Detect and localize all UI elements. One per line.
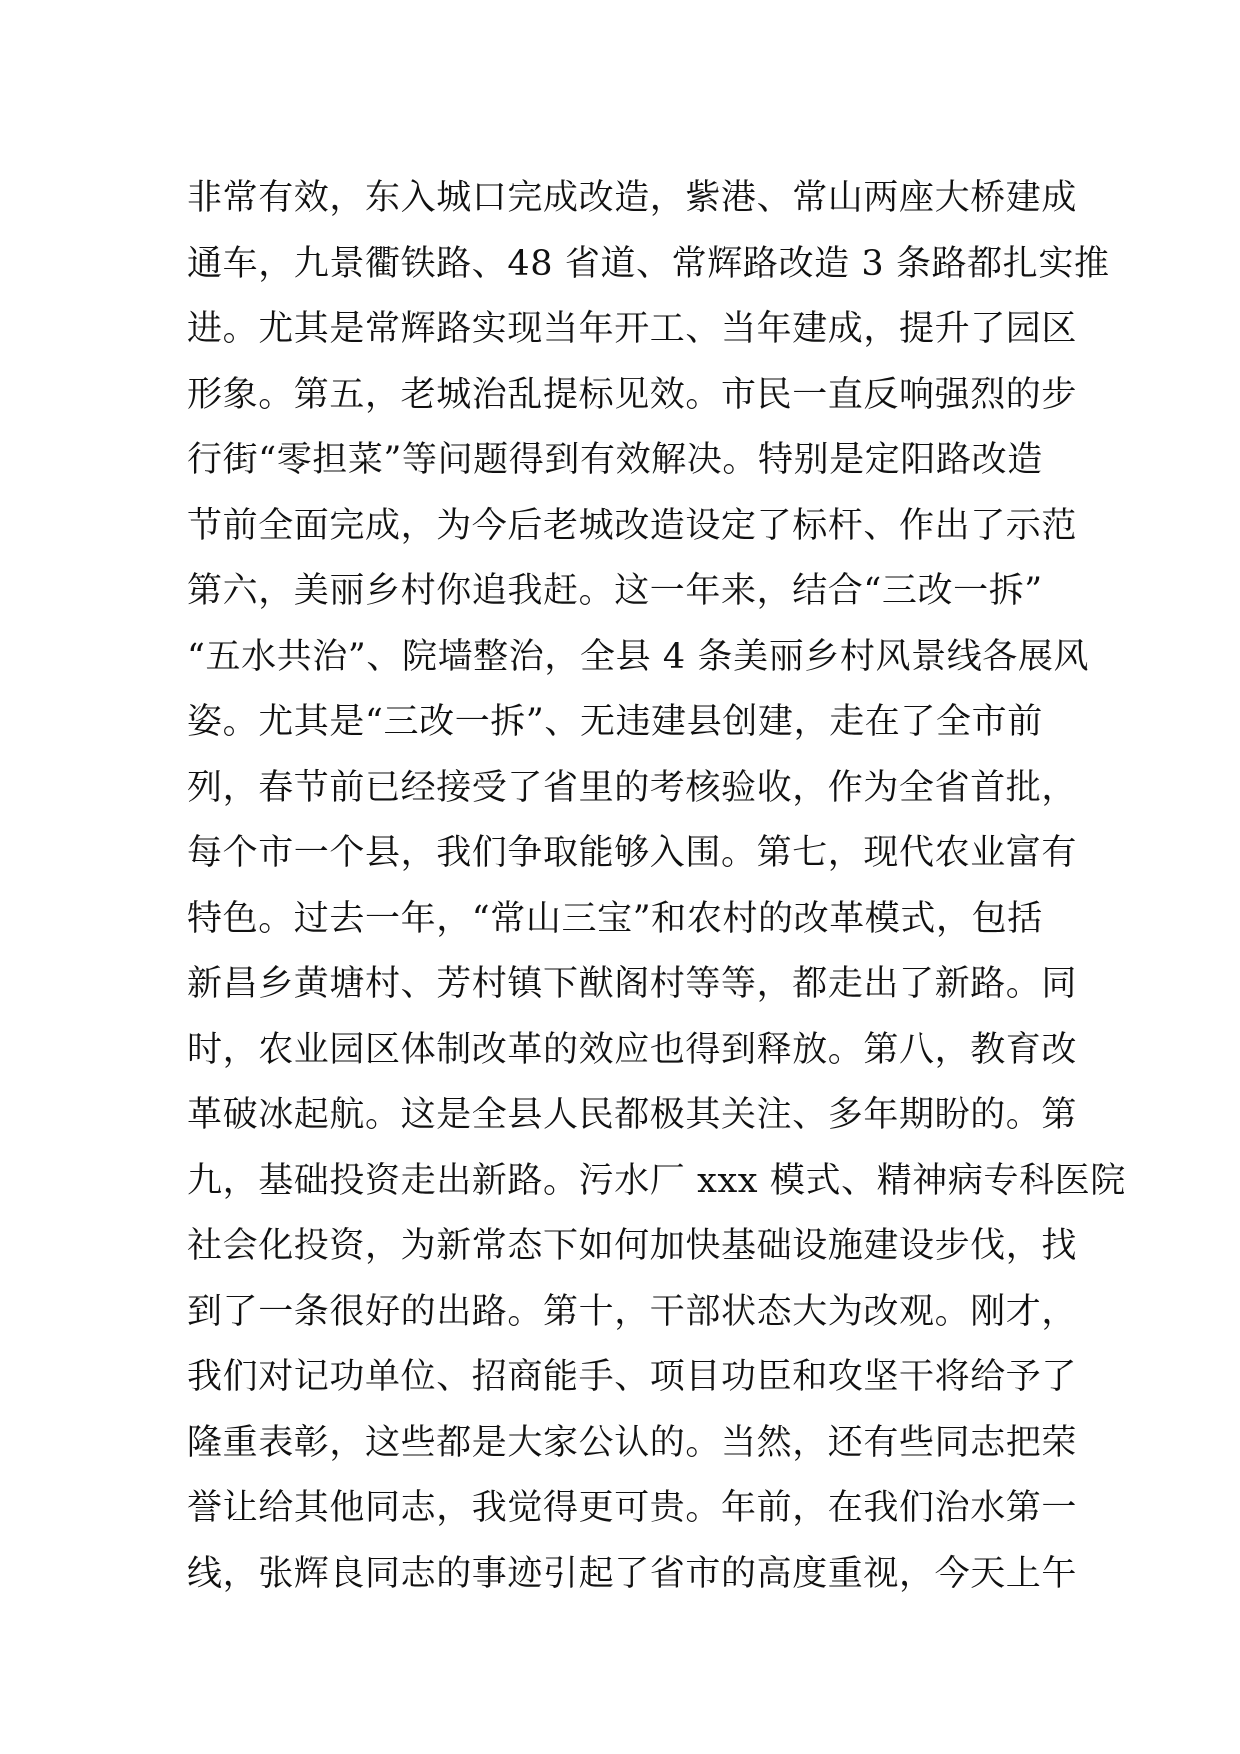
text-line: 新昌乡黄塘村、芳村镇下猷阁村等等，都走出了新路。同 [187, 964, 1078, 1004]
text-line: 线，张辉良同志的事迹引起了省市的高度重视，今天上午 [187, 1553, 1078, 1594]
text-line: 形象。第五，老城治乱提标见效。市民一直反响强烈的步 [187, 374, 1078, 415]
body-text [187, 166, 1126, 1607]
text-line: 时，农业园区体制改革的效应也得到释放。第八，教育改 [187, 1029, 1078, 1070]
text-line: 九，基础投资走出新路。污水厂 xxx 模式、精神病专科医院 [187, 1160, 1126, 1201]
text-line: 姿。尤其是“三改一拆”、无违建县创建，走在了全市前 [187, 702, 1043, 742]
text-line: 进。尤其是常辉路实现当年开工、当年建成，提升了园区 [187, 309, 1078, 349]
text-line: 到了一条很好的出路。第十，干部状态大为改观。刚才， [187, 1291, 1078, 1332]
text-line: 节前全面完成，为今后老城改造设定了标杆、作出了示范 [187, 505, 1078, 546]
text-line: 隆重表彰，这些都是大家公认的。当然，还有些同志把荣 [187, 1422, 1078, 1463]
text-line: 社会化投资，为新常态下如何加快基础设施建设步伐，找 [187, 1226, 1078, 1266]
text-line: 通车，九景衢铁路、48 省道、常辉路改造 3 条路都扎实推 [187, 243, 1110, 284]
text-line: 每个市一个县，我们争取能够入围。第七，现代农业富有 [187, 833, 1078, 873]
text-line: 非常有效，东入城口完成改造，紫港、常山两座大桥建成 [187, 178, 1078, 218]
text-line: 特色。过去一年，“常山三宝”和农村的改革模式，包括 [187, 898, 1043, 939]
text-line: 革破冰起航。这是全县人民都极其关注、多年期盼的。第 [187, 1095, 1078, 1135]
text-line: 第六，美丽乡村你追我赶。这一年来，结合“三改一拆” [187, 571, 1043, 611]
text-line: 我们对记功单位、招商能手、项目功臣和攻坚干将给予了 [187, 1357, 1078, 1397]
text-line: 誉让给其他同志，我觉得更可贵。年前，在我们治水第一 [187, 1488, 1078, 1528]
text-line: 行街“零担菜”等问题得到有效解决。特别是定阳路改造 [187, 440, 1043, 480]
text-line: “五水共治”、院墙整治，全县 4 条美丽乡村风景线各展风 [187, 636, 1090, 677]
text-line: 列，春节前已经接受了省里的考核验收，作为全省首批， [187, 767, 1078, 808]
